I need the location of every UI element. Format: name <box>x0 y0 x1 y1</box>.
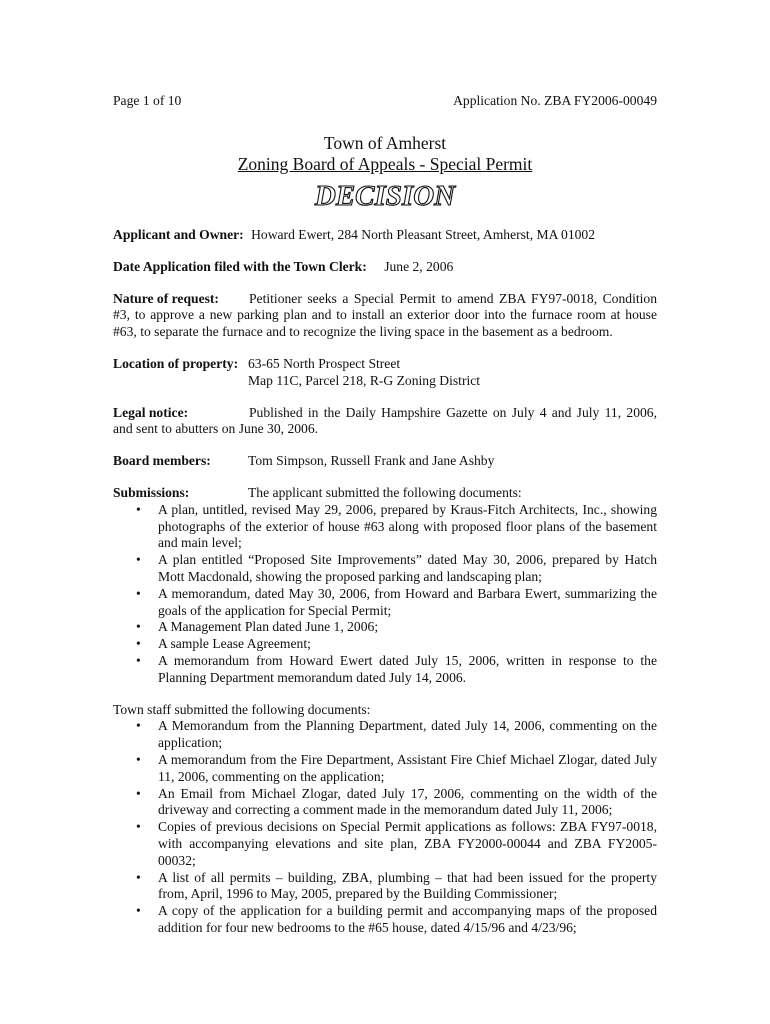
list-item: • A Management Plan dated June 1, 2006; <box>113 619 657 636</box>
application-number: Application No. ZBA FY2006-00049 <box>453 93 657 108</box>
date-filed-value: June 2, 2006 <box>384 258 454 274</box>
location-label: Location of property: <box>113 355 239 371</box>
list-item: • A memorandum, dated May 30, 2006, from Howard and Barbara Ewert, summarizing the goals of the application for Special Permit; <box>113 586 657 620</box>
nature-label: Nature of request: <box>113 290 219 306</box>
board-members-row <box>113 453 657 470</box>
legal-row <box>113 405 657 439</box>
applicant-label: Applicant and Owner: <box>113 227 244 242</box>
legal-first-line: Published in the Daily Hampshire Gazette on July 4 and July 11, 2006, and <box>113 404 657 437</box>
document-body <box>113 227 657 937</box>
location-line1: 63-65 North Prospect Street <box>248 355 401 371</box>
title-block <box>0 133 770 212</box>
staff-intro: Town staff submitted the following documents: <box>113 701 371 717</box>
board-members-label: Board members: <box>113 453 211 469</box>
submissions-row <box>113 485 657 502</box>
list-item: • An Email from Michael Zlogar, dated July 17, 2006, commenting on the width of the driveway and correcting a comment made in the memorandum dated July 11, 2006; <box>113 786 657 820</box>
date-filed-row <box>113 259 657 276</box>
decision-heading <box>310 178 460 212</box>
legal-rest: sent to abutters on June 30, 2006. <box>136 421 319 437</box>
page-number: Page 1 of 10 <box>113 93 182 108</box>
applicant-row <box>113 227 657 244</box>
list-item: • Copies of previous decisions on Special Permit applications as follows: ZBA FY97-0018, with accompanying elevations and site plan, ZBA FY2000-00044 and ZBA FY2005-00032; <box>113 819 657 869</box>
nature-rest: to approve a new parking plan and to install an exterior door into the furnace room at house #63, to separate the furnace and to recognize the living space in the basement as a bedroom. <box>113 307 657 340</box>
board-title: Zoning Board of Appeals - Special Permit <box>237 154 533 174</box>
nature-first-line: Petitioner seeks a Special Permit to amend ZBA FY97-0018, Condition #3, <box>113 290 657 323</box>
submissions-intro: The applicant submitted the following documents: <box>248 484 522 500</box>
applicant-value: Howard Ewert, 284 North Pleasant Street, Amherst, MA 01002 <box>251 227 596 242</box>
location-line2: Map 11C, Parcel 218, R-G Zoning District <box>248 372 481 388</box>
location-row <box>113 356 657 390</box>
legal-label: Legal notice: <box>113 404 189 420</box>
list-item: • A Memorandum from the Planning Department, dated July 14, 2006, commenting on the application; <box>113 718 657 752</box>
list-item: • A copy of the application for a building permit and accompanying maps of the proposed addition for four new bedrooms to the #65 house, dated 4/15/96 and 4/23/96; <box>113 903 657 937</box>
decision-text: DECISION <box>314 180 456 212</box>
board-members-value: Tom Simpson, Russell Frank and Jane Ashby <box>248 453 495 469</box>
staff-list <box>113 718 657 936</box>
submissions-label: Submissions: <box>113 484 190 500</box>
list-item: • A list of all permits – building, ZBA, plumbing – that had been issued for the property from, April, 1996 to May, 2005, prepared by the Building Commissioner; <box>113 870 657 904</box>
town-name: Town of Amherst <box>323 133 447 153</box>
date-filed-label: Date Application filed with the Town Clerk: <box>113 258 367 274</box>
list-item: • A plan, untitled, revised May 29, 2006, prepared by Kraus-Fitch Architects, Inc., showing photographs of the exterior of house #63 along with proposed floor plans of the basement and main level; <box>113 502 657 552</box>
nature-row <box>113 291 657 341</box>
list-item: • A plan entitled “Proposed Site Improvements” dated May 30, 2006, prepared by Hatch Mott Macdonald, showing the proposed parking and landscaping plan; <box>113 552 657 586</box>
list-item: • A memorandum from Howard Ewert dated July 15, 2006, written in response to the Planning Department memorandum dated July 14, 2006. <box>113 653 657 687</box>
list-item: • A memorandum from the Fire Department, Assistant Fire Chief Michael Zlogar, dated July 11, 2006, commenting on the application; <box>113 752 657 786</box>
submissions-list <box>113 502 657 687</box>
list-item: • A sample Lease Agreement; <box>113 636 657 653</box>
